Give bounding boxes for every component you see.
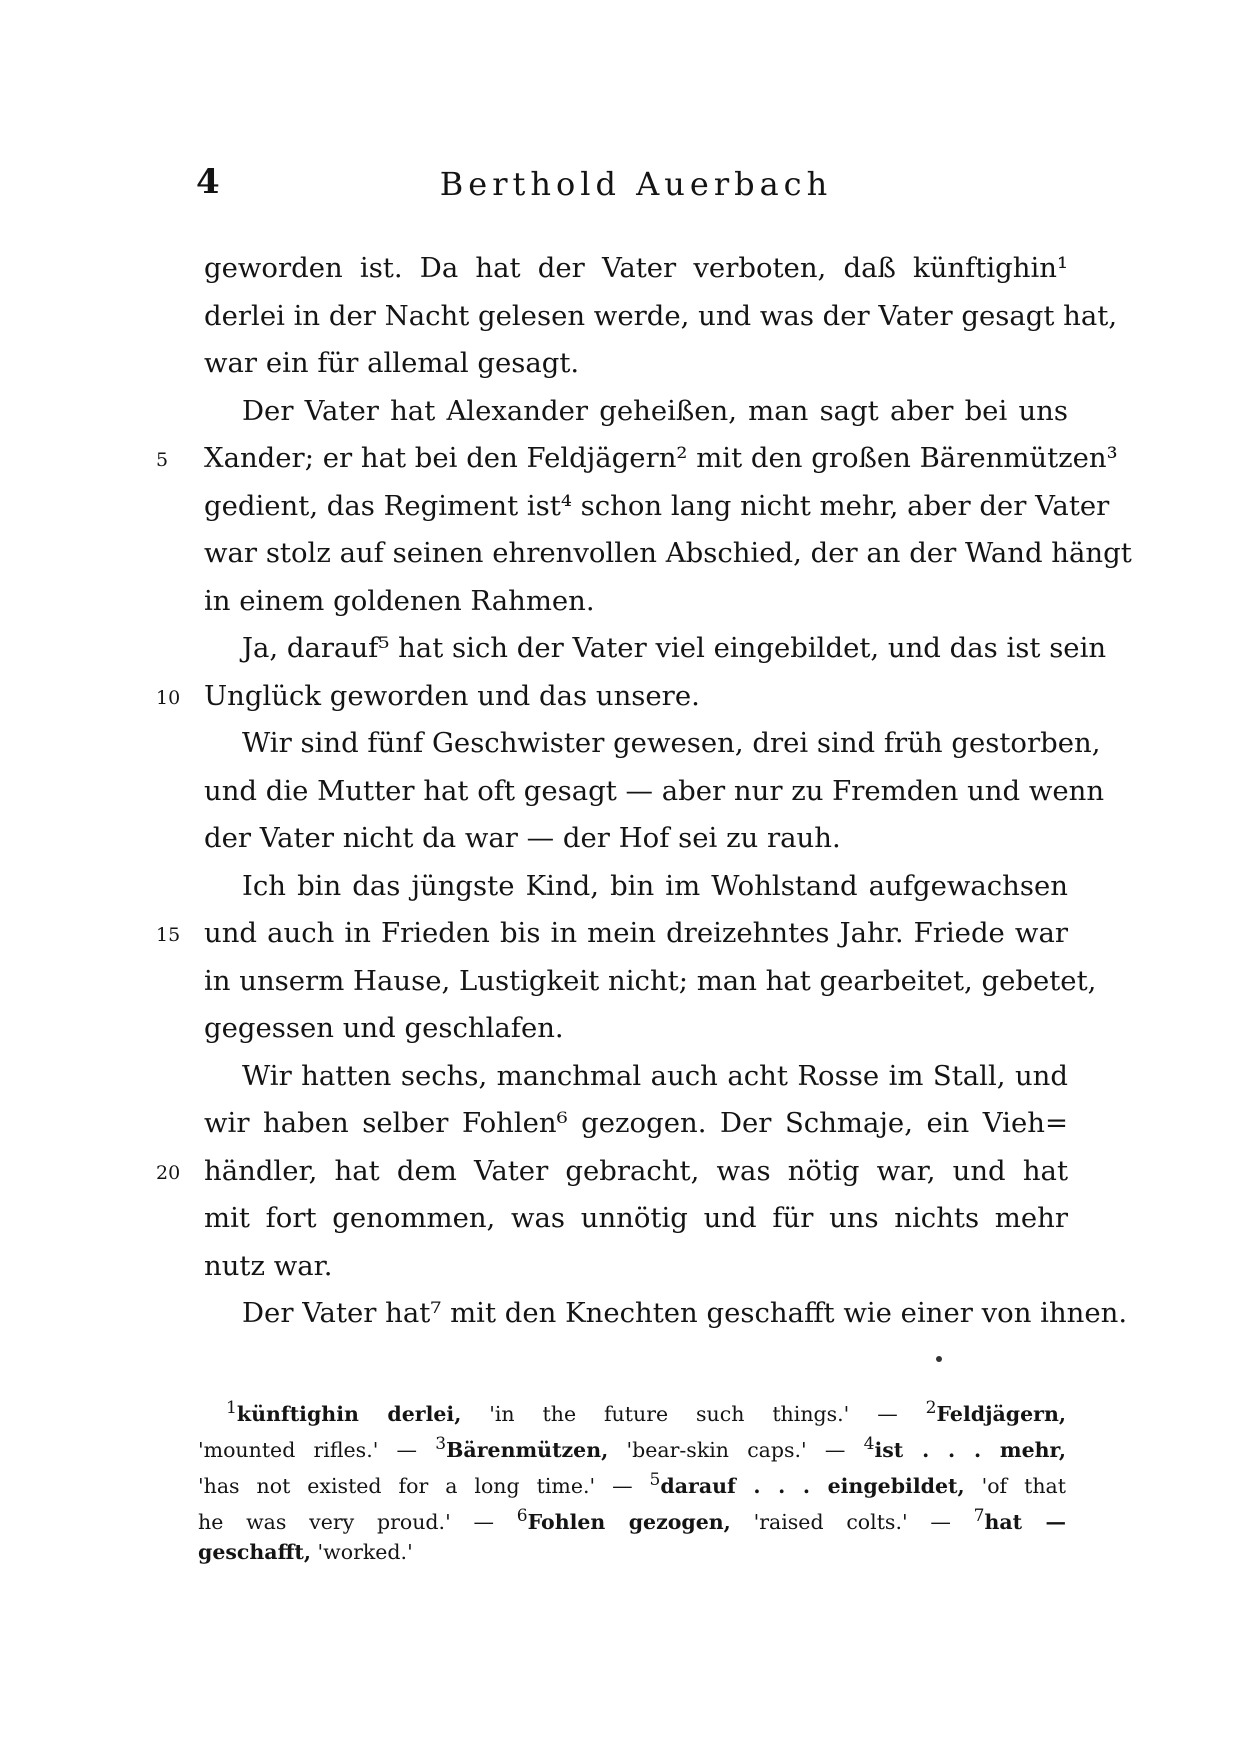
text-line: [156, 673, 1068, 721]
text-line: [204, 530, 1132, 578]
line-text: nutz war.: [204, 1249, 333, 1282]
body-text: [156, 245, 1132, 1338]
footnote-term: ist . . . mehr,: [874, 1437, 1066, 1462]
line-text: war stolz auf seinen ehrenvollen Abschied, der an der Wand hängt: [204, 537, 1132, 569]
page-header: [196, 162, 1076, 212]
line-text: in einem goldenen Rahmen.: [204, 584, 595, 617]
line-text: Ich bin das jüngste Kind, bin im Wohlstand aufgewachsen: [242, 869, 1068, 902]
line-text: Wir hatten sechs, manchmal auch acht Rosse im Stall, und: [242, 1059, 1068, 1092]
footnote-gloss: 'worked.': [311, 1540, 413, 1564]
line-text: Ja, darauf⁵ hat sich der Vater viel eingebildet, und das ist sein: [242, 632, 1107, 664]
line-text: derlei in der Nacht gelesen werde, und was der Vater gesagt hat,: [204, 299, 1118, 332]
footnote-line: [198, 1534, 1066, 1570]
footnote-marker: 6: [516, 1506, 528, 1526]
footnote-gloss: 'mounted rifles.' —: [198, 1437, 436, 1462]
footnote-gloss: 'in the future such things.' —: [461, 1401, 926, 1426]
footnote-marker: 5: [649, 1470, 661, 1490]
text-line: [156, 1148, 1068, 1196]
footnote-gloss: 'has not existed for a long time.' —: [198, 1473, 650, 1498]
text-line: [204, 720, 1101, 768]
line-text: Der Vater hat Alexander geheißen, man sagt aber bei uns: [242, 394, 1068, 427]
line-number: 5: [156, 449, 169, 471]
line-number: 10: [156, 686, 181, 709]
footnote-gloss: 'bear-skin caps.' —: [608, 1437, 864, 1462]
line-text: der Vater nicht da war — der Hof sei zu rauh.: [204, 822, 841, 854]
text-line: [156, 435, 1118, 483]
ink-speck: [936, 1356, 942, 1362]
running-title: Berthold Auerbach: [439, 165, 833, 203]
text-line: [204, 245, 1068, 293]
line-text: Der Vater hat⁷ mit den Knechten geschafft wie einer von ihnen.: [242, 1297, 1128, 1329]
footnote-marker: 1: [226, 1398, 237, 1418]
line-number: 20: [156, 1161, 181, 1184]
text-line: [204, 1290, 1128, 1338]
text-line: [204, 1053, 1068, 1101]
text-line: [204, 340, 1068, 388]
text-line: [204, 388, 1068, 436]
footnote-line: [198, 1426, 1066, 1462]
page-number: 4: [196, 162, 220, 202]
footnotes: [198, 1390, 1066, 1570]
line-text: war ein für allemal gesagt.: [204, 347, 580, 379]
line-text: Wir sind fünf Geschwister gewesen, drei sind früh gestorben,: [242, 727, 1101, 759]
text-line: [204, 1005, 1068, 1053]
text-line: [204, 625, 1107, 673]
footnote-term: Fohlen gezogen,: [527, 1509, 731, 1534]
text-line: [204, 768, 1105, 816]
line-text: Unglück geworden und das unsere.: [204, 679, 700, 712]
text-line: [204, 1195, 1068, 1243]
footnote-term: darauf . . . eingebildet,: [660, 1473, 965, 1498]
line-text: mit fort genommen, was unnötig und für uns nichts mehr: [204, 1202, 1068, 1234]
line-text: Xander; er hat bei den Feldjägern² mit den großen Bärenmützen³: [204, 442, 1118, 474]
text-line: [204, 1100, 1068, 1148]
text-line: [204, 958, 1097, 1006]
line-number: 15: [156, 924, 181, 946]
line-text: gegessen und geschlafen.: [204, 1012, 564, 1044]
footnote-line: [198, 1498, 1066, 1534]
footnote-gloss: 'raised colts.' —: [730, 1509, 974, 1534]
line-text: wir haben selber Fohlen⁶ gezogen. Der Schmaje, ein Vieh=: [204, 1107, 1068, 1139]
text-line: [204, 293, 1118, 341]
footnote-term: Bärenmützen,: [446, 1437, 609, 1462]
line-text: und auch in Frieden bis in mein dreizehntes Jahr. Friede war: [204, 917, 1068, 949]
text-line: [204, 1243, 1068, 1291]
footnote-line: [198, 1462, 1066, 1498]
footnote-gloss: he was very proud.' —: [198, 1509, 517, 1534]
text-line: [204, 483, 1110, 531]
footnote-marker: 7: [973, 1506, 985, 1526]
text-line: [156, 910, 1068, 958]
footnote-term: Feldjägern,: [936, 1401, 1066, 1426]
line-text: gedient, das Regiment ist⁴ schon lang nicht mehr, aber der Vater: [204, 489, 1110, 522]
text-line: [204, 578, 1068, 626]
line-text: in unserm Hause, Lustigkeit nicht; man hat gearbeitet, gebetet,: [204, 964, 1097, 997]
text-line: [204, 863, 1068, 911]
footnote-marker: 4: [863, 1434, 875, 1454]
footnote-term: hat —: [984, 1509, 1067, 1534]
footnote-term: künftighin derlei,: [236, 1401, 462, 1426]
line-text: geworden ist. Da hat der Vater verboten, daß künftighin¹: [204, 252, 1068, 284]
line-text: händler, hat dem Vater gebracht, was nötig war, und hat: [204, 1154, 1068, 1187]
footnote-term: geschafft,: [198, 1540, 312, 1564]
footnote-gloss: 'of that: [964, 1473, 1067, 1498]
footnote-marker: 2: [925, 1398, 937, 1418]
footnote-marker: 3: [435, 1434, 447, 1454]
line-text: und die Mutter hat oft gesagt — aber nur zu Fremden und wenn: [204, 774, 1105, 807]
footnote-line: [198, 1390, 1066, 1426]
text-line: [204, 815, 1068, 863]
